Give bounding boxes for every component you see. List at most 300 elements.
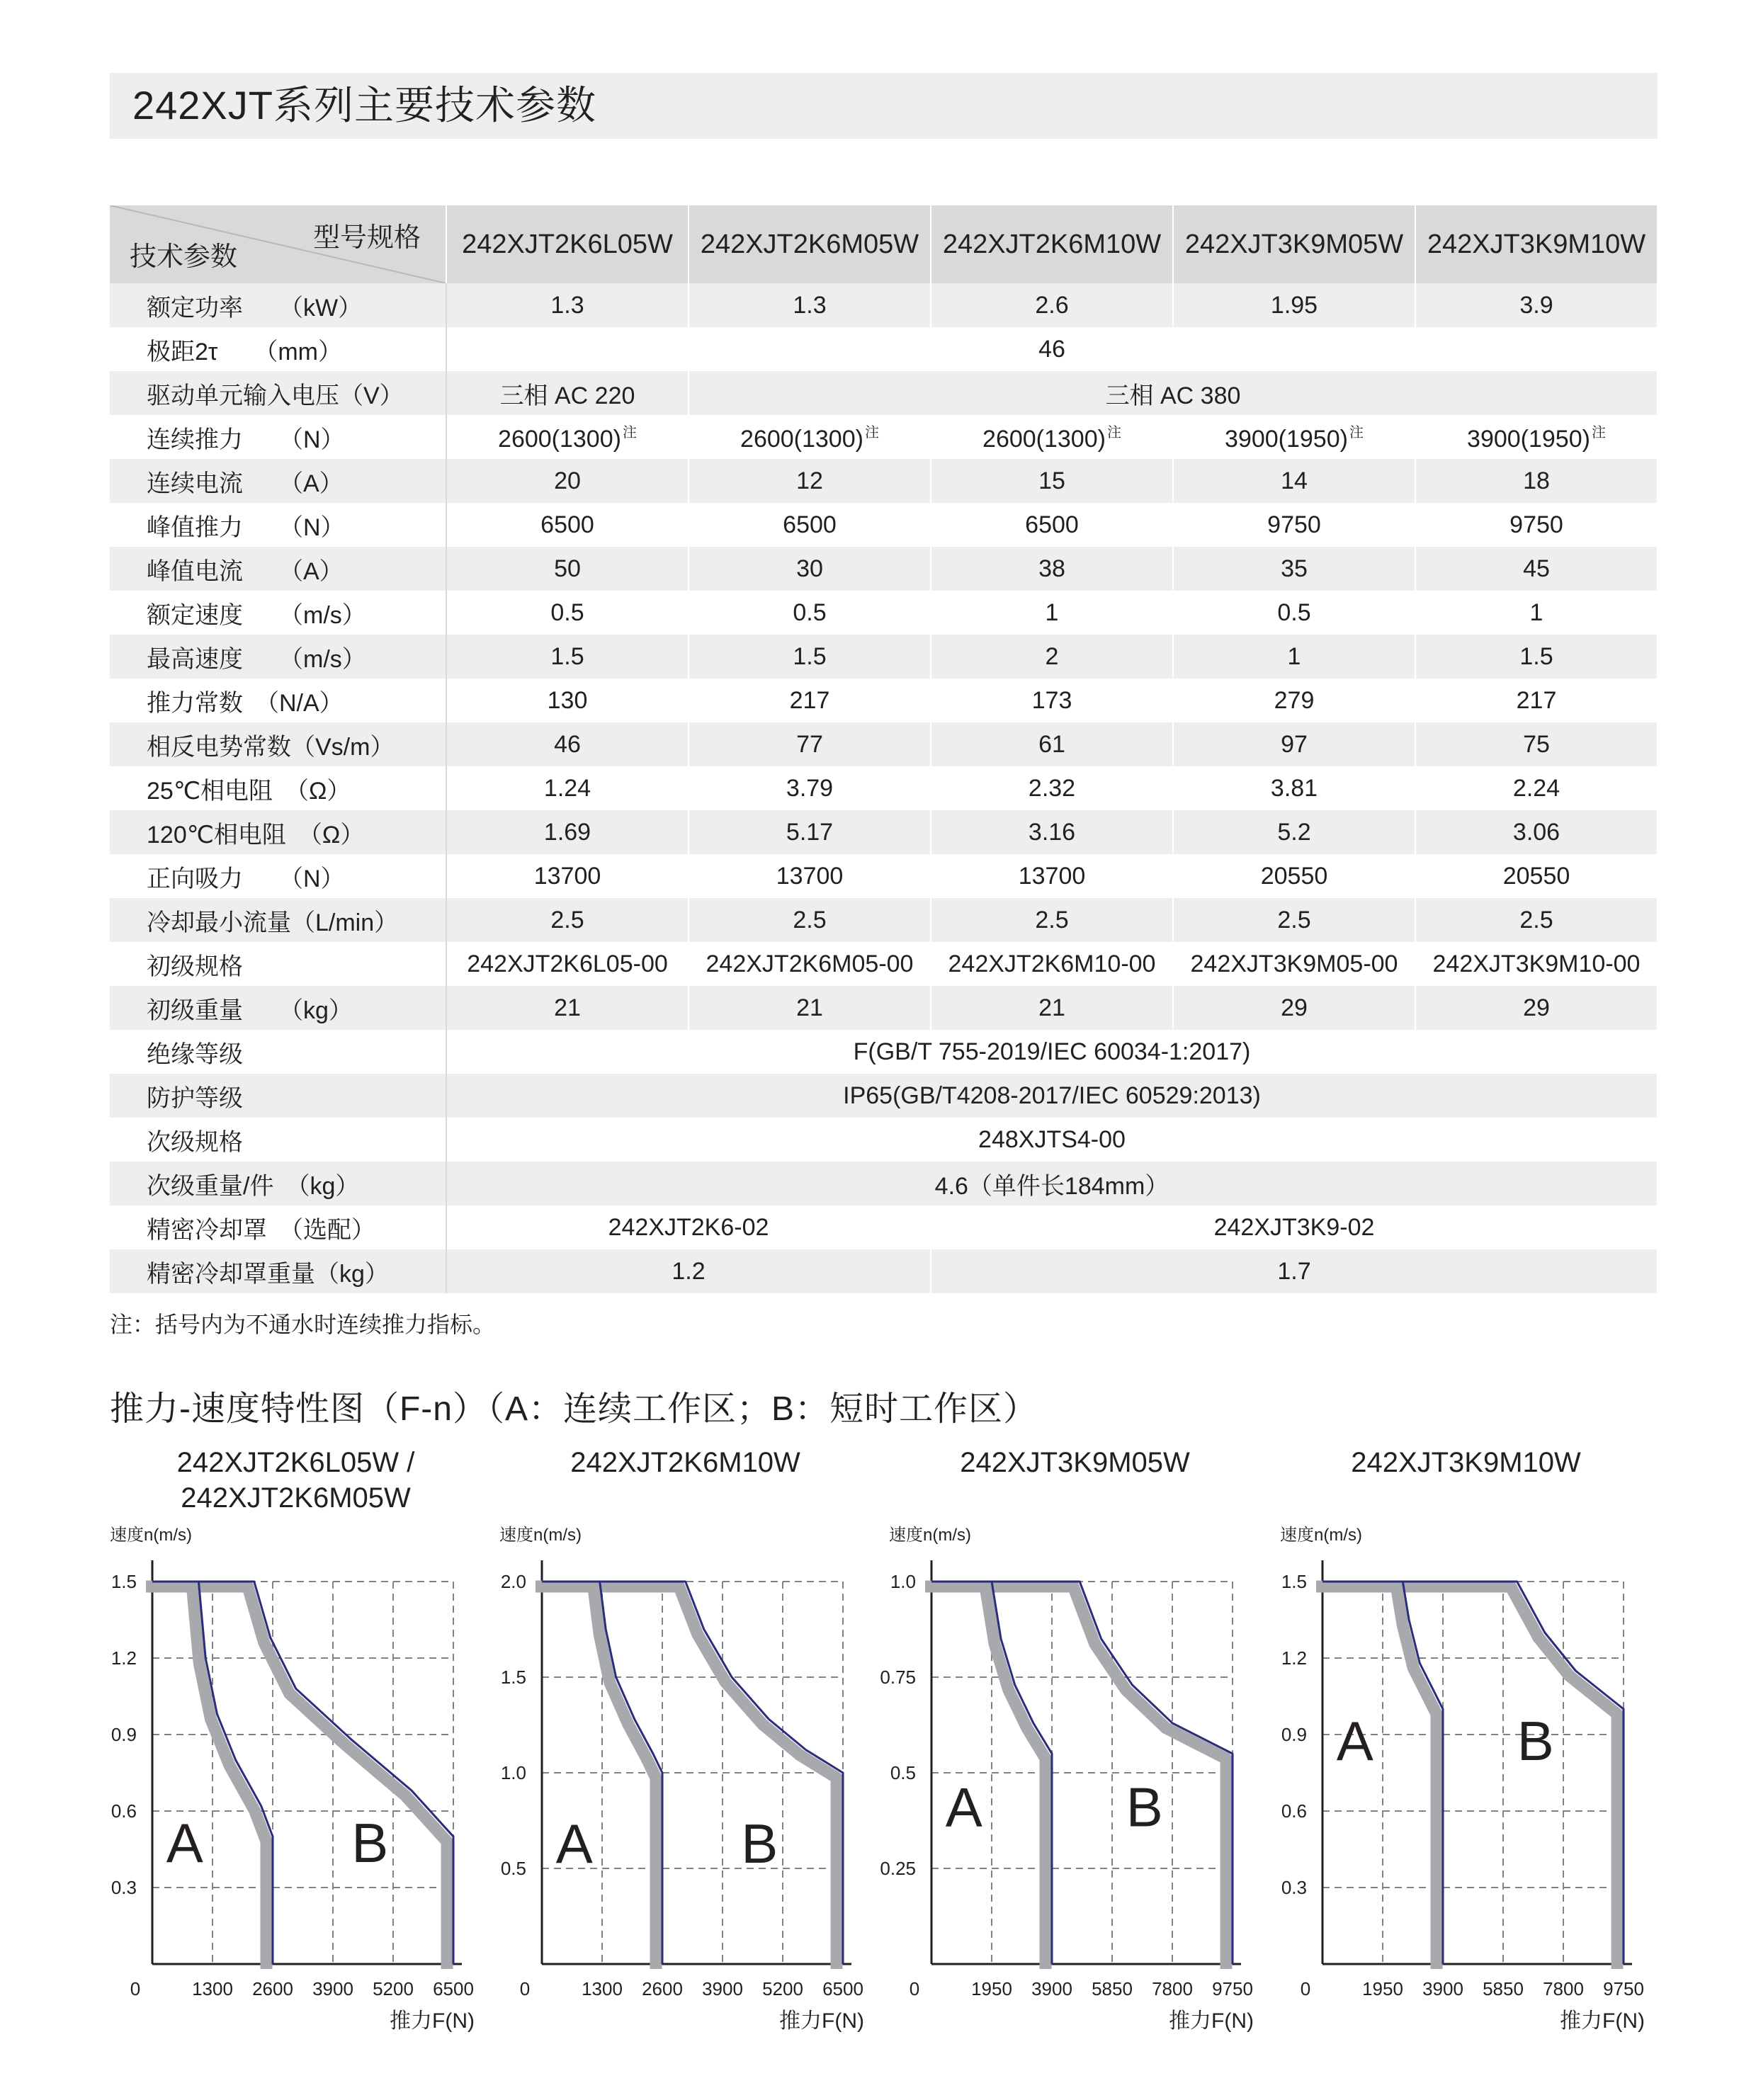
param-value xyxy=(689,635,931,679)
param-value xyxy=(446,766,689,810)
value-text: 1.95 xyxy=(1270,291,1318,319)
param-value xyxy=(689,898,931,942)
y-tick-label: 1.0 xyxy=(500,1762,526,1783)
param-value xyxy=(446,1074,1658,1118)
param-value xyxy=(931,591,1173,635)
param-value xyxy=(689,459,931,503)
param-value xyxy=(446,283,689,327)
value-text: 242XJT2K6M10-00 xyxy=(948,950,1156,977)
table-row xyxy=(110,415,1658,459)
param-value xyxy=(1173,459,1415,503)
model-header-1: 242XJT2K6M05W xyxy=(689,205,931,283)
model-header-2: 242XJT2K6M10W xyxy=(931,205,1173,283)
table-row xyxy=(110,591,1658,635)
value-text: 217 xyxy=(789,686,830,714)
y-tick-label: 0.6 xyxy=(111,1800,137,1822)
value-text: 242XJT3K9M05-00 xyxy=(1190,950,1398,977)
param-value xyxy=(689,854,931,898)
y-tick-label: 1.2 xyxy=(1281,1647,1307,1669)
param-label: 初级重量 （kg） xyxy=(110,986,446,1030)
value-text: 4.6（单件长184mm） xyxy=(934,1172,1169,1200)
y-tick-label: 1.5 xyxy=(1281,1571,1307,1592)
param-value xyxy=(1415,898,1658,942)
value-text: 13700 xyxy=(1018,862,1086,890)
value-text: 6500 xyxy=(540,511,594,538)
param-value xyxy=(446,898,689,942)
value-text: 1 xyxy=(1045,598,1059,626)
x-tick-label: 7800 xyxy=(1152,1978,1193,1999)
param-value xyxy=(931,1249,1658,1293)
x-tick-label: 3900 xyxy=(702,1978,743,1999)
table-row xyxy=(110,283,1658,327)
y-tick-label: 0.9 xyxy=(111,1724,137,1745)
value-text: 1.3 xyxy=(550,291,584,319)
param-value xyxy=(446,459,689,503)
param-value xyxy=(689,547,931,591)
y-axis-label: 速度n(m/s) xyxy=(1280,1526,1362,1545)
value-text: 3.81 xyxy=(1270,774,1318,802)
corner-param-label: 技术参数 xyxy=(130,242,238,272)
param-value xyxy=(1173,503,1415,547)
value-text: 13700 xyxy=(776,862,844,890)
value-text: 3.06 xyxy=(1512,818,1560,846)
x-tick-label: 2600 xyxy=(642,1978,683,1999)
zone-label-B: B xyxy=(741,1812,778,1875)
y-tick-label: 1.2 xyxy=(111,1647,137,1669)
y-tick-label: 1.5 xyxy=(111,1571,137,1592)
param-value xyxy=(1415,722,1658,766)
param-value xyxy=(689,283,931,327)
x-axis-label: 推力F(N) xyxy=(1169,2009,1254,2033)
param-value xyxy=(689,766,931,810)
param-value xyxy=(446,371,689,415)
param-value xyxy=(1415,591,1658,635)
page-title: 242XJT系列主要技术参数 xyxy=(132,83,596,127)
value-text: 0.5 xyxy=(550,598,584,626)
value-text: 2.5 xyxy=(1519,906,1553,933)
param-label: 额定功率 （kW） xyxy=(110,283,446,327)
y-tick-label: 0.5 xyxy=(890,1762,916,1783)
param-value xyxy=(931,635,1173,679)
value-text: 242XJT2K6-02 xyxy=(608,1213,769,1241)
y-tick-label: 0.25 xyxy=(880,1858,916,1879)
value-text: 15 xyxy=(1038,467,1065,494)
param-label: 相反电势常数（Vs/m） xyxy=(110,722,446,766)
y-tick-label: 0.3 xyxy=(1281,1877,1307,1898)
zone-label-A: A xyxy=(555,1812,593,1875)
param-value xyxy=(446,503,689,547)
table-row xyxy=(110,1118,1658,1162)
value-text: 5.17 xyxy=(786,818,834,846)
y-axis-label: 速度n(m/s) xyxy=(110,1526,192,1545)
param-value xyxy=(1415,854,1658,898)
value-text: 130 xyxy=(547,686,588,714)
value-text: 13700 xyxy=(533,862,601,890)
y-axis-label: 速度n(m/s) xyxy=(499,1526,582,1545)
param-value xyxy=(446,722,689,766)
x-tick-label: 9750 xyxy=(1603,1978,1644,1999)
value-text: 18 xyxy=(1523,467,1550,494)
table-row xyxy=(110,459,1658,503)
value-text: 0.5 xyxy=(793,598,827,626)
param-value xyxy=(446,986,689,1030)
value-text: 61 xyxy=(1038,730,1065,758)
param-value xyxy=(931,766,1173,810)
x-tick-label: 5200 xyxy=(762,1978,803,1999)
y-tick-label: 0.75 xyxy=(880,1667,916,1688)
param-value xyxy=(1173,283,1415,327)
param-value xyxy=(931,459,1173,503)
param-value xyxy=(1173,722,1415,766)
table-row xyxy=(110,1074,1658,1118)
param-value xyxy=(446,854,689,898)
chart-1 xyxy=(499,1447,864,2033)
origin-label: 0 xyxy=(519,1978,531,1999)
param-label: 冷却最小流量（L/min） xyxy=(110,898,446,942)
note-mark: 注 xyxy=(1349,425,1364,441)
value-text: 173 xyxy=(1031,686,1072,714)
x-tick-label: 1950 xyxy=(971,1978,1012,1999)
param-label: 精密冷却罩重量（kg） xyxy=(110,1249,446,1293)
value-text: 20550 xyxy=(1502,862,1570,890)
chart-0 xyxy=(110,1447,475,2033)
x-tick-label: 3900 xyxy=(1422,1978,1463,1999)
table-row xyxy=(110,942,1658,986)
model-header-0: 242XJT2K6L05W xyxy=(446,205,689,283)
value-text: 1.2 xyxy=(672,1257,706,1285)
chart-title: 242XJT3K9M05W xyxy=(960,1447,1190,1478)
param-value xyxy=(1173,679,1415,722)
zone-label-A: A xyxy=(166,1812,203,1874)
note-mark: 注 xyxy=(1591,425,1606,441)
param-value xyxy=(446,1030,1658,1074)
table-row xyxy=(110,810,1658,854)
zone-label-B: B xyxy=(1517,1710,1554,1772)
table-row xyxy=(110,766,1658,810)
curve-shadow-B xyxy=(146,1587,447,1969)
x-tick-label: 5850 xyxy=(1092,1978,1133,1999)
x-tick-label: 5850 xyxy=(1483,1978,1524,1999)
value-text: 50 xyxy=(554,555,581,582)
value-text: 6500 xyxy=(783,511,837,538)
param-label: 初级规格 xyxy=(110,942,446,986)
param-value xyxy=(931,1205,1658,1249)
y-tick-label: 2.0 xyxy=(500,1571,526,1592)
x-tick-label: 1300 xyxy=(582,1978,623,1999)
param-value xyxy=(446,415,689,459)
param-value xyxy=(446,1249,931,1293)
x-tick-label: 7800 xyxy=(1543,1978,1584,1999)
x-tick-label: 2600 xyxy=(252,1978,293,1999)
y-tick-label: 0.9 xyxy=(1281,1724,1307,1745)
value-text: 1.7 xyxy=(1277,1257,1311,1285)
zone-label-A: A xyxy=(945,1776,982,1839)
param-value xyxy=(1173,591,1415,635)
chart-2 xyxy=(880,1447,1254,2033)
value-text: 三相 AC 220 xyxy=(499,382,635,409)
param-value xyxy=(1415,810,1658,854)
value-text: 242XJT2K6M05-00 xyxy=(706,950,914,977)
table-row xyxy=(110,679,1658,722)
value-text: 1.5 xyxy=(550,642,584,670)
param-label: 次级重量/件 （kg） xyxy=(110,1162,446,1205)
value-text: 46 xyxy=(1038,335,1065,363)
zone-label-B: B xyxy=(1126,1776,1163,1839)
param-value xyxy=(1173,898,1415,942)
param-label: 峰值推力 （N） xyxy=(110,503,446,547)
value-text: 1 xyxy=(1529,598,1543,626)
value-text: 20550 xyxy=(1260,862,1328,890)
param-label: 次级规格 xyxy=(110,1118,446,1162)
param-value xyxy=(689,371,1658,415)
param-label: 峰值电流 （A） xyxy=(110,547,446,591)
param-value xyxy=(1415,679,1658,722)
value-text: 3900(1950) xyxy=(1225,426,1348,453)
param-value xyxy=(1415,766,1658,810)
x-tick-label: 3900 xyxy=(1031,1978,1072,1999)
value-text: 38 xyxy=(1038,555,1065,582)
value-text: 1.3 xyxy=(793,291,827,319)
value-text: 1.69 xyxy=(543,818,591,846)
value-text: 242XJT3K9-02 xyxy=(1213,1213,1375,1241)
y-axis-label: 速度n(m/s) xyxy=(889,1526,971,1545)
chart-3 xyxy=(1280,1447,1645,2033)
table-row xyxy=(110,327,1658,371)
table-row xyxy=(110,722,1658,766)
value-text: 30 xyxy=(796,555,823,582)
chart-section-heading: 推力-速度特性图（F-n）（A：连续工作区；B：短时工作区） xyxy=(110,1390,1038,1428)
curve-shadow-B xyxy=(536,1587,837,1969)
param-label: 连续推力 （N） xyxy=(110,415,446,459)
value-text: 77 xyxy=(796,730,823,758)
param-label: 绝缘等级 xyxy=(110,1030,446,1074)
value-text: 14 xyxy=(1281,467,1308,494)
param-value xyxy=(1415,942,1658,986)
param-value xyxy=(446,942,689,986)
value-text: 2.6 xyxy=(1035,291,1069,319)
y-tick-label: 1.0 xyxy=(890,1571,916,1592)
param-label: 驱动单元输入电压（V） xyxy=(110,371,446,415)
param-value xyxy=(689,942,931,986)
x-tick-label: 9750 xyxy=(1212,1978,1253,1999)
param-value xyxy=(446,547,689,591)
param-value xyxy=(1173,810,1415,854)
zone-label-A: A xyxy=(1336,1710,1373,1772)
param-value xyxy=(931,679,1173,722)
value-text: 0.5 xyxy=(1277,598,1311,626)
param-value xyxy=(931,810,1173,854)
table-row xyxy=(110,898,1658,942)
param-label: 连续电流 （A） xyxy=(110,459,446,503)
param-value xyxy=(931,415,1173,459)
y-tick-label: 1.5 xyxy=(500,1667,526,1688)
value-text: 9750 xyxy=(1267,511,1321,538)
value-text: 三相 AC 380 xyxy=(1105,382,1241,409)
param-value xyxy=(1173,942,1415,986)
param-label: 25℃相电阻 （Ω） xyxy=(110,766,446,810)
value-text: 21 xyxy=(1038,994,1065,1021)
param-value xyxy=(931,986,1173,1030)
table-row xyxy=(110,1205,1658,1249)
value-text: 2.5 xyxy=(1035,906,1069,933)
value-text: 279 xyxy=(1274,686,1315,714)
param-value xyxy=(1173,766,1415,810)
param-value xyxy=(1173,547,1415,591)
param-value xyxy=(1415,986,1658,1030)
param-value xyxy=(1173,986,1415,1030)
model-header-3: 242XJT3K9M05W xyxy=(1173,205,1415,283)
value-text: 3900(1950) xyxy=(1467,426,1590,453)
value-text: 2.5 xyxy=(793,906,827,933)
value-text: 2.5 xyxy=(550,906,584,933)
param-label: 额定速度 （m/s） xyxy=(110,591,446,635)
chart-title: 242XJT2K6M05W xyxy=(181,1482,411,1514)
curve-shadow-B xyxy=(1316,1587,1617,1969)
value-text: 1.24 xyxy=(543,774,591,802)
value-text: 21 xyxy=(796,994,823,1021)
value-text: 3.16 xyxy=(1028,818,1076,846)
note-mark: 注 xyxy=(622,425,637,441)
value-text: 45 xyxy=(1523,555,1550,582)
curve-shadow-A xyxy=(925,1587,1046,1969)
param-value xyxy=(689,810,931,854)
curve-shadow-A xyxy=(536,1587,656,1969)
value-text: 12 xyxy=(796,467,823,494)
param-value xyxy=(1415,503,1658,547)
curve-shadow-A xyxy=(1316,1587,1437,1969)
param-value xyxy=(1415,547,1658,591)
table-row xyxy=(110,1249,1658,1293)
value-text: 1 xyxy=(1287,642,1301,670)
note-mark: 注 xyxy=(1106,425,1121,441)
param-value xyxy=(1173,854,1415,898)
param-value xyxy=(446,679,689,722)
param-value xyxy=(689,679,931,722)
x-tick-label: 6500 xyxy=(433,1978,474,1999)
param-label: 推力常数 （N/A） xyxy=(110,679,446,722)
param-value xyxy=(931,547,1173,591)
value-text: 248XJTS4-00 xyxy=(978,1125,1126,1153)
value-text: IP65(GB/T4208-2017/IEC 60529:2013) xyxy=(843,1082,1261,1109)
y-tick-label: 0.5 xyxy=(500,1858,526,1879)
param-value xyxy=(1173,635,1415,679)
y-tick-label: 0.6 xyxy=(1281,1800,1307,1822)
corner-model-label: 型号规格 xyxy=(312,223,421,253)
param-label: 极距2τ （mm） xyxy=(110,327,446,371)
value-text: 3.9 xyxy=(1519,291,1553,319)
x-tick-label: 6500 xyxy=(822,1978,863,1999)
param-value xyxy=(689,415,931,459)
zone-label-B: B xyxy=(351,1812,389,1874)
value-text: 6500 xyxy=(1025,511,1079,538)
param-value xyxy=(446,327,1658,371)
param-value xyxy=(689,503,931,547)
chart-title: 242XJT3K9M10W xyxy=(1351,1447,1581,1478)
param-value xyxy=(1415,635,1658,679)
origin-label: 0 xyxy=(909,1978,920,1999)
origin-label: 0 xyxy=(130,1978,141,1999)
table-row xyxy=(110,854,1658,898)
param-value xyxy=(931,503,1173,547)
y-tick-label: 0.3 xyxy=(111,1877,137,1898)
value-text: 1.5 xyxy=(1519,642,1553,670)
table-row xyxy=(110,371,1658,415)
x-axis-label: 推力F(N) xyxy=(390,2009,475,2033)
x-tick-label: 5200 xyxy=(373,1978,414,1999)
x-tick-label: 3900 xyxy=(312,1978,353,1999)
x-axis-label: 推力F(N) xyxy=(1560,2009,1645,2033)
value-text: 2.32 xyxy=(1028,774,1076,802)
value-text: 5.2 xyxy=(1277,818,1311,846)
param-value xyxy=(931,898,1173,942)
value-text: 2 xyxy=(1045,642,1059,670)
table-row xyxy=(110,547,1658,591)
chart-title: 242XJT2K6M10W xyxy=(570,1447,800,1478)
value-text: 242XJT2K6L05-00 xyxy=(467,950,668,977)
value-text: 20 xyxy=(554,467,581,494)
param-value xyxy=(931,942,1173,986)
param-value xyxy=(446,1205,931,1249)
value-text: 2600(1300) xyxy=(982,426,1106,453)
param-value xyxy=(1415,283,1658,327)
table-row xyxy=(110,986,1658,1030)
value-text: 2600(1300) xyxy=(740,426,863,453)
param-label: 正向吸力 （N） xyxy=(110,854,446,898)
value-text: 75 xyxy=(1523,730,1550,758)
table-row xyxy=(110,1162,1658,1205)
table-row xyxy=(110,635,1658,679)
table-row xyxy=(110,1030,1658,1074)
param-value xyxy=(446,1118,1658,1162)
table-note: 注：括号内为不通水时连续推力指标。 xyxy=(110,1312,496,1337)
value-text: 21 xyxy=(554,994,581,1021)
value-text: 1.5 xyxy=(793,642,827,670)
charts-area xyxy=(0,1438,1756,2089)
value-text: 97 xyxy=(1281,730,1308,758)
value-text: 46 xyxy=(554,730,581,758)
param-value xyxy=(931,854,1173,898)
value-text: 217 xyxy=(1516,686,1557,714)
param-value xyxy=(689,591,931,635)
curve-shadow-A xyxy=(146,1587,266,1969)
value-text: 35 xyxy=(1281,555,1308,582)
x-tick-label: 1300 xyxy=(192,1978,233,1999)
table-header-row xyxy=(110,205,1658,283)
param-label: 120℃相电阻 （Ω） xyxy=(110,810,446,854)
spec-table xyxy=(110,205,1658,1293)
x-axis-label: 推力F(N) xyxy=(779,2009,864,2033)
param-value xyxy=(689,722,931,766)
param-label: 防护等级 xyxy=(110,1074,446,1118)
value-text: 2600(1300) xyxy=(498,426,621,453)
param-value xyxy=(446,810,689,854)
value-text: 3.79 xyxy=(786,774,834,802)
curve-line-B xyxy=(1322,1582,1624,1964)
param-value xyxy=(446,591,689,635)
table-row xyxy=(110,503,1658,547)
x-tick-label: 1950 xyxy=(1362,1978,1403,1999)
value-text: 242XJT3K9M10-00 xyxy=(1432,950,1641,977)
param-value xyxy=(1415,459,1658,503)
value-text: 2.24 xyxy=(1512,774,1560,802)
value-text: 29 xyxy=(1523,994,1550,1021)
param-value xyxy=(689,986,931,1030)
param-label: 精密冷却罩 （选配） xyxy=(110,1205,446,1249)
value-text: F(GB/T 755-2019/IEC 60034-1:2017) xyxy=(853,1038,1251,1065)
param-label: 最高速度 （m/s） xyxy=(110,635,446,679)
param-value xyxy=(931,283,1173,327)
table-corner-cell xyxy=(110,205,446,283)
